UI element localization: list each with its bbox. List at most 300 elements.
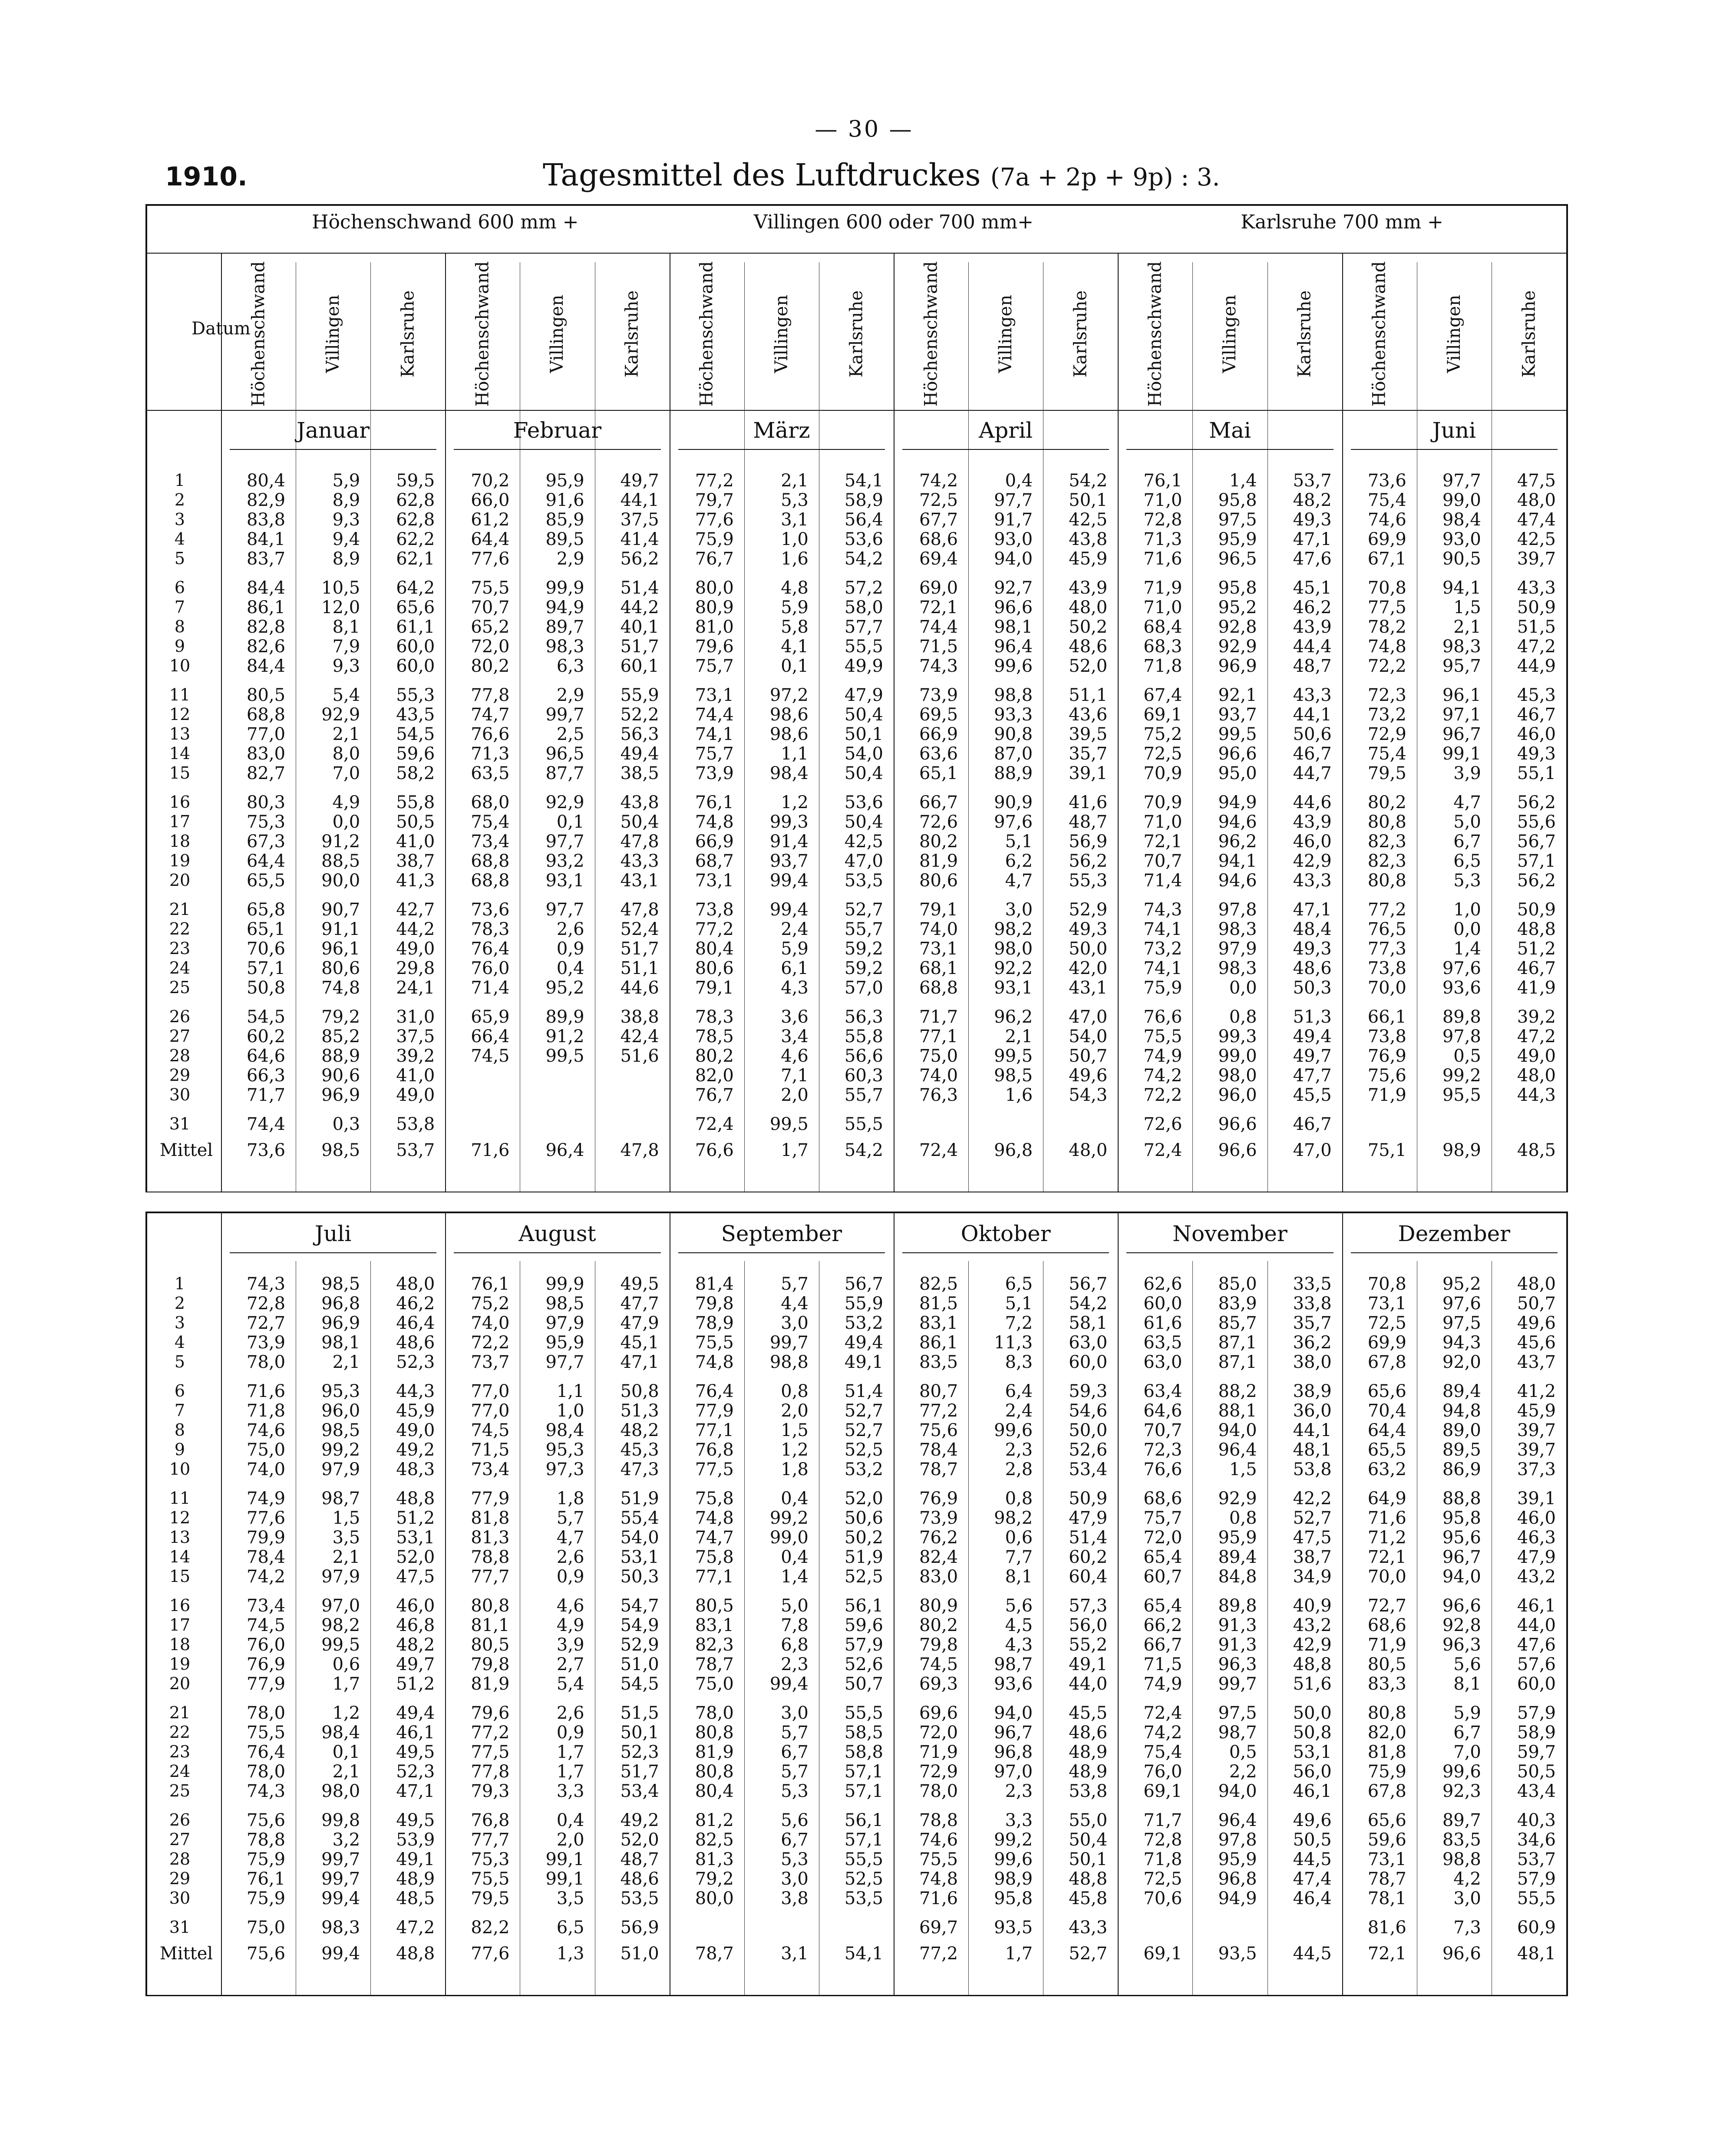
- table-cell: 1,0: [781, 529, 809, 549]
- table-cell: 1,7: [332, 1674, 360, 1694]
- table-cell: 2,2: [1229, 1762, 1257, 1782]
- table-cell: 76,0: [247, 1635, 286, 1655]
- day-number: 29: [169, 1066, 191, 1085]
- table-cell: 48,9: [1069, 1762, 1108, 1782]
- table-cell: 63,6: [919, 744, 958, 764]
- table-cell: 4,1: [781, 637, 809, 657]
- table-cell: 2,1: [332, 1762, 360, 1782]
- table-cell: 83,0: [247, 744, 286, 764]
- table-cell: 8,1: [1453, 1674, 1481, 1694]
- table-cell: 92,8: [1442, 1615, 1481, 1635]
- table-cell: 76,3: [919, 1085, 958, 1105]
- table-cell: 75,5: [1143, 1027, 1182, 1047]
- table-cell: 80,8: [695, 1762, 734, 1782]
- table-cell: 69,5: [919, 705, 958, 725]
- table-cell: 41,2: [1517, 1381, 1556, 1401]
- table-cell: 98,1: [994, 617, 1033, 637]
- table-cell: 80,6: [919, 871, 958, 891]
- table-cell: 71,3: [1143, 529, 1182, 549]
- table-cell: 68,8: [471, 851, 510, 871]
- table-cell: 47,4: [1517, 510, 1556, 530]
- table-cell: 52,9: [1069, 900, 1108, 920]
- table-cell: 72,3: [1367, 685, 1406, 705]
- table-cell: 2,4: [1005, 1401, 1033, 1421]
- table-cell: 42,0: [1069, 958, 1108, 978]
- table-cell: 95,2: [545, 978, 584, 998]
- table-cell: 74,2: [1143, 1066, 1182, 1086]
- table-cell: 59,6: [844, 1615, 883, 1635]
- day-number: 8: [174, 617, 185, 636]
- table-cell: 77,1: [919, 1027, 958, 1047]
- table-cell: 81,8: [1367, 1742, 1406, 1762]
- table-cell: 0,5: [1453, 1046, 1481, 1066]
- table-cell: 75,4: [1367, 744, 1406, 764]
- day-number: 6: [174, 1381, 185, 1400]
- table-cell: 5,7: [781, 1723, 809, 1743]
- table-cell: 97,2: [769, 685, 809, 705]
- station-column-header: [445, 258, 520, 410]
- table-cell: 2,3: [781, 1654, 809, 1674]
- table-cell: 4,7: [556, 1528, 584, 1548]
- table-cell: 98,8: [1442, 1849, 1481, 1869]
- table-cell: 58,0: [844, 598, 883, 617]
- table-cell: 50,1: [1069, 490, 1108, 510]
- month-name: Mai: [1208, 418, 1251, 443]
- month-name: Juni: [1432, 418, 1476, 443]
- table-cell: 73,8: [695, 900, 734, 920]
- column-rule: [1192, 262, 1193, 1192]
- table-cell: 93,5: [994, 1918, 1033, 1938]
- table-cell: 94,0: [1218, 1781, 1257, 1801]
- day-number: 30: [169, 1085, 191, 1104]
- table-cell: 78,8: [471, 1547, 510, 1567]
- table-cell: 67,1: [1367, 549, 1406, 569]
- table-cell: 54,5: [247, 1007, 286, 1027]
- table-cell: 43,8: [1069, 529, 1108, 549]
- table-cell: 79,2: [695, 1869, 734, 1889]
- table-cell: 82,3: [1367, 832, 1406, 852]
- table-cell: 71,7: [1143, 1810, 1182, 1830]
- table-cell: 91,3: [1218, 1615, 1257, 1635]
- table-cell: 2,1: [781, 471, 809, 491]
- table-cell: 56,9: [1069, 832, 1108, 852]
- table-cell: 49,0: [1517, 1046, 1556, 1066]
- table-cell: 48,2: [396, 1635, 435, 1655]
- table-cell: 63,5: [471, 763, 510, 783]
- table-cell: 77,6: [247, 1508, 286, 1528]
- table-cell: 91,1: [321, 919, 360, 939]
- table-cell: 44,2: [396, 919, 435, 939]
- mittel-value: 96,6: [1442, 1944, 1481, 1964]
- table-cell: 73,1: [695, 685, 734, 705]
- table-cell: 47,7: [1293, 1066, 1332, 1086]
- table-cell: 99,9: [545, 578, 584, 598]
- table-cell: 50,4: [844, 812, 883, 832]
- table-cell: 69,1: [1143, 705, 1182, 725]
- table-cell: 68,7: [695, 851, 734, 871]
- table-cell: 56,6: [844, 1046, 883, 1066]
- table-cell: 1,7: [556, 1762, 584, 1782]
- table-cell: 75,5: [471, 578, 510, 598]
- table-cell: 97,6: [994, 812, 1033, 832]
- table-cell: 96,8: [994, 1742, 1033, 1762]
- table-cell: 43,9: [1069, 578, 1108, 598]
- table-cell: 70,0: [1367, 978, 1406, 998]
- table-cell: 40,3: [1517, 1810, 1556, 1830]
- table-cell: 71,8: [1143, 1849, 1182, 1869]
- table-cell: 50,8: [620, 1381, 659, 1401]
- table-cell: 56,2: [620, 549, 659, 569]
- table-cell: 75,7: [1143, 1508, 1182, 1528]
- day-number: 5: [174, 549, 185, 568]
- table-cell: 75,0: [919, 1046, 958, 1066]
- day-number: 13: [169, 724, 191, 743]
- table-cell: 72,8: [247, 1294, 286, 1314]
- table-cell: 43,2: [1517, 1567, 1556, 1587]
- table-cell: 34,6: [1517, 1830, 1556, 1850]
- mittel-value: 47,0: [1293, 1140, 1332, 1160]
- table-cell: 1,6: [781, 549, 809, 569]
- table-cell: 3,9: [1453, 763, 1481, 783]
- table-cell: 53,5: [844, 1889, 883, 1908]
- table-cell: 98,8: [769, 1352, 809, 1372]
- table-cell: 70,9: [1143, 792, 1182, 812]
- table-cell: 88,5: [321, 851, 360, 871]
- table-cell: 95,2: [1218, 598, 1257, 617]
- table-cell: 52,0: [396, 1547, 435, 1567]
- station-column-header: [296, 258, 370, 410]
- table-cell: 43,8: [620, 792, 659, 812]
- table-cell: 98,6: [769, 724, 809, 744]
- table-cell: 6,7: [1453, 832, 1481, 852]
- mittel-value: 69,1: [1143, 1944, 1182, 1964]
- table-cell: 51,9: [620, 1489, 659, 1509]
- table-cell: 97,7: [545, 832, 584, 852]
- day-number: 2: [174, 1294, 185, 1313]
- table-cell: 52,7: [844, 1401, 883, 1421]
- table-cell: 98,0: [321, 1781, 360, 1801]
- table-cell: 76,6: [1143, 1459, 1182, 1479]
- table-cell: 48,8: [1293, 1654, 1332, 1674]
- table-cell: 93,1: [994, 978, 1033, 998]
- table-cell: 66,9: [695, 832, 734, 852]
- table-cell: 45,8: [1069, 1889, 1108, 1908]
- table-cell: 42,2: [1293, 1489, 1332, 1509]
- table-cell: 98,7: [321, 1489, 360, 1509]
- table-cell: 48,8: [396, 1489, 435, 1509]
- table-cell: 4,3: [781, 978, 809, 998]
- day-number: 15: [169, 763, 191, 782]
- table-cell: 3,2: [332, 1830, 360, 1850]
- table-cell: 0,1: [781, 656, 809, 676]
- table-cell: 94,6: [1218, 871, 1257, 891]
- table-cell: 2,0: [781, 1401, 809, 1421]
- table-cell: 89,7: [545, 617, 584, 637]
- table-cell: 1,5: [1453, 598, 1481, 617]
- table-cell: 98,8: [994, 685, 1033, 705]
- table-cell: 76,0: [471, 958, 510, 978]
- table-cell: 74,4: [919, 617, 958, 637]
- month-name: Januar: [297, 418, 370, 443]
- table-cell: 81,2: [695, 1810, 734, 1830]
- table-cell: 1,5: [781, 1420, 809, 1440]
- table-cell: 46,4: [1293, 1889, 1332, 1908]
- table-cell: 76,6: [1143, 1007, 1182, 1027]
- header-rule: [147, 410, 1566, 411]
- table-cell: 60,0: [1517, 1674, 1556, 1694]
- group-header: Villingen 600 oder 700 mm+: [753, 211, 1034, 233]
- table-cell: 7,2: [1005, 1313, 1033, 1333]
- month-rule: [1126, 1252, 1333, 1253]
- station-column-header: [1192, 258, 1267, 410]
- table-cell: 48,6: [620, 1869, 659, 1889]
- station-name: Karlsruhe: [398, 290, 418, 378]
- table-cell: 57,1: [844, 1762, 883, 1782]
- table-cell: 54,0: [844, 744, 883, 764]
- table-cell: 51,4: [620, 578, 659, 598]
- table-cell: 56,0: [1293, 1762, 1332, 1782]
- table-cell: 2,8: [1005, 1459, 1033, 1479]
- table-cell: 99,4: [769, 871, 809, 891]
- table-cell: 55,5: [1517, 1889, 1556, 1908]
- table-cell: 48,7: [1069, 812, 1108, 832]
- table-cell: 0,0: [1229, 978, 1257, 998]
- table-cell: 51,1: [1069, 685, 1108, 705]
- mittel-value: 98,5: [321, 1140, 360, 1160]
- title-text: Tagesmittel des Luftdruckes: [543, 157, 981, 193]
- table-cell: 99,7: [321, 1849, 360, 1869]
- table-cell: 12,0: [321, 598, 360, 617]
- table-cell: 55,1: [1517, 763, 1556, 783]
- table-cell: 1,4: [1229, 471, 1257, 491]
- table-cell: 38,7: [1293, 1547, 1332, 1567]
- table-cell: 68,1: [919, 958, 958, 978]
- table-cell: 71,5: [919, 637, 958, 657]
- table-cell: 74,1: [1143, 958, 1182, 978]
- table-cell: 80,5: [471, 1635, 510, 1655]
- table-cell: 49,0: [396, 1420, 435, 1440]
- table-cell: 57,1: [844, 1830, 883, 1850]
- table-cell: 78,4: [919, 1440, 958, 1460]
- day-number: 1: [174, 471, 185, 490]
- table-cell: 96,0: [1218, 1085, 1257, 1105]
- table-cell: 49,6: [1069, 1066, 1108, 1086]
- table-cell: 93,6: [994, 1674, 1033, 1694]
- month-name: Oktober: [961, 1221, 1051, 1246]
- table-cell: 1,1: [556, 1381, 584, 1401]
- table-cell: 79,8: [695, 1294, 734, 1314]
- table-cell: 99,9: [545, 1274, 584, 1294]
- table-cell: 93,6: [1442, 978, 1481, 998]
- table-cell: 45,6: [1517, 1333, 1556, 1353]
- table-cell: 65,5: [247, 871, 286, 891]
- table-cell: 47,2: [1517, 1027, 1556, 1047]
- table-cell: 88,9: [321, 1046, 360, 1066]
- table-cell: 56,7: [1069, 1274, 1108, 1294]
- table-cell: 39,1: [1517, 1489, 1556, 1509]
- table-cell: 88,1: [1218, 1401, 1257, 1421]
- table-cell: 79,7: [695, 490, 734, 510]
- table-cell: 80,5: [247, 685, 286, 705]
- table-cell: 50,7: [1517, 1294, 1556, 1314]
- table-cell: 66,4: [471, 1027, 510, 1047]
- table-cell: 72,0: [919, 1723, 958, 1743]
- table-cell: 88,9: [994, 763, 1033, 783]
- table-cell: 60,3: [844, 1066, 883, 1086]
- table-cell: 6,7: [1453, 1723, 1481, 1743]
- table-cell: 68,8: [471, 871, 510, 891]
- table-cell: 5,7: [781, 1762, 809, 1782]
- table-cell: 5,1: [1005, 1294, 1033, 1314]
- table-cell: 7,0: [332, 763, 360, 783]
- table-cell: 3,4: [781, 1027, 809, 1047]
- day-number: 3: [174, 1313, 185, 1332]
- table-cell: 80,8: [1367, 1703, 1406, 1723]
- table-cell: 56,7: [844, 1274, 883, 1294]
- table-cell: 71,9: [919, 1742, 958, 1762]
- day-number: 5: [174, 1352, 185, 1371]
- table-cell: 98,0: [1218, 1066, 1257, 1086]
- table-cell: 74,8: [695, 1508, 734, 1528]
- table-cell: 76,1: [1143, 471, 1182, 491]
- table-cell: 96,2: [994, 1007, 1033, 1027]
- table-cell: 46,1: [1293, 1781, 1332, 1801]
- table-cell: 46,2: [396, 1294, 435, 1314]
- table-cell: 96,9: [321, 1085, 360, 1105]
- table-cell: 47,5: [1517, 471, 1556, 491]
- table-cell: 74,9: [247, 1489, 286, 1509]
- table-cell: 96,3: [1218, 1654, 1257, 1674]
- table-cell: 47,7: [620, 1294, 659, 1314]
- table-cell: 7,3: [1453, 1918, 1481, 1938]
- table-cell: 83,1: [919, 1313, 958, 1333]
- table-cell: 70,8: [1367, 1274, 1406, 1294]
- table-cell: 74,0: [919, 1066, 958, 1086]
- table-cell: 74,8: [321, 978, 360, 998]
- day-number: 18: [169, 832, 191, 851]
- table-cell: 8,1: [1005, 1567, 1033, 1587]
- table-cell: 46,0: [1293, 832, 1332, 852]
- table-cell: 85,0: [1218, 1274, 1257, 1294]
- table-cell: 80,5: [695, 1596, 734, 1616]
- table-cell: 4,7: [1453, 792, 1481, 812]
- table-cell: 65,6: [396, 598, 435, 617]
- table-cell: 56,2: [1517, 871, 1556, 891]
- table-cell: 47,8: [620, 832, 659, 852]
- table-cell: 75,0: [247, 1440, 286, 1460]
- table-cell: 44,0: [1069, 1674, 1108, 1694]
- table-cell: 0,9: [556, 1567, 584, 1587]
- table-cell: 68,8: [247, 705, 286, 725]
- table-cell: 51,6: [620, 1046, 659, 1066]
- table-cell: 99,3: [1218, 1027, 1257, 1047]
- group-header: Höchenschwand 600 mm +: [312, 211, 579, 233]
- table-cell: 73,9: [247, 1333, 286, 1353]
- table-cell: 76,5: [1367, 919, 1406, 939]
- table-cell: 49,5: [396, 1742, 435, 1762]
- table-cell: 98,3: [1218, 919, 1257, 939]
- mittel-value: 71,6: [471, 1140, 510, 1160]
- table-cell: 73,2: [1367, 705, 1406, 725]
- table-cell: 95,5: [1442, 1085, 1481, 1105]
- station-name: Höchenschwand: [1145, 261, 1165, 407]
- table-cell: 80,8: [695, 1723, 734, 1743]
- table-cell: 83,8: [247, 510, 286, 530]
- table-cell: 5,3: [781, 1849, 809, 1869]
- table-cell: 84,8: [1218, 1567, 1257, 1587]
- table-cell: 82,7: [247, 763, 286, 783]
- mittel-value: 72,1: [1367, 1944, 1406, 1964]
- table-cell: 31,0: [396, 1007, 435, 1027]
- table-cell: 49,5: [396, 1810, 435, 1830]
- table-cell: 73,7: [471, 1352, 510, 1372]
- table-cell: 81,4: [695, 1274, 734, 1294]
- table-cell: 8,0: [332, 744, 360, 764]
- table-cell: 97,9: [321, 1459, 360, 1479]
- page-number: — 30 —: [815, 116, 914, 142]
- table-cell: 89,0: [1442, 1420, 1481, 1440]
- table-cell: 82,9: [247, 490, 286, 510]
- table-cell: 3,0: [1453, 1889, 1481, 1908]
- table-cell: 71,4: [1143, 871, 1182, 891]
- table-cell: 96,9: [321, 1313, 360, 1333]
- table-cell: 73,6: [1367, 471, 1406, 491]
- table-cell: 48,6: [1069, 1723, 1108, 1743]
- table-cell: 92,9: [321, 705, 360, 725]
- table-cell: 94,1: [1442, 578, 1481, 598]
- table-cell: 78,0: [247, 1352, 286, 1372]
- table-cell: 56,7: [1517, 832, 1556, 852]
- table-cell: 99,5: [1218, 724, 1257, 744]
- day-number: 12: [169, 1508, 191, 1527]
- table-cell: 98,5: [994, 1066, 1033, 1086]
- table-cell: 50,0: [1069, 939, 1108, 959]
- table-cell: 65,9: [471, 1007, 510, 1027]
- table-cell: 53,6: [844, 792, 883, 812]
- table-cell: 93,7: [769, 851, 809, 871]
- table-cell: 5,8: [781, 617, 809, 637]
- table-cell: 92,8: [1218, 617, 1257, 637]
- table-cell: 3,0: [1005, 900, 1033, 920]
- table-cell: 53,2: [844, 1313, 883, 1333]
- table-cell: 46,0: [1517, 724, 1556, 744]
- table-cell: 74,0: [247, 1459, 286, 1479]
- table-cell: 42,9: [1293, 1635, 1332, 1655]
- table-cell: 66,7: [1143, 1635, 1182, 1655]
- table-cell: 78,4: [247, 1547, 286, 1567]
- title-formula: (7a + 2p + 9p) : 3.: [990, 163, 1220, 191]
- table-cell: 48,1: [1293, 1440, 1332, 1460]
- table-cell: 81,9: [919, 851, 958, 871]
- table-cell: 47,2: [396, 1918, 435, 1938]
- table-cell: 1,0: [1453, 900, 1481, 920]
- station-column-header: [894, 258, 968, 410]
- day-number: 19: [169, 851, 191, 870]
- table-cell: 91,7: [994, 510, 1033, 530]
- table-cell: 49,3: [1517, 744, 1556, 764]
- mittel-value: 96,4: [545, 1140, 584, 1160]
- column-rule: [744, 1261, 745, 1995]
- table-cell: 50,6: [1293, 724, 1332, 744]
- table-cell: 47,1: [396, 1781, 435, 1801]
- table-cell: 74,9: [1143, 1046, 1182, 1066]
- table-cell: 80,9: [695, 598, 734, 617]
- table-cell: 54,7: [620, 1596, 659, 1616]
- table-cell: 95,9: [545, 1333, 584, 1353]
- table-cell: 5,7: [781, 1274, 809, 1294]
- table-cell: 48,9: [396, 1869, 435, 1889]
- month-name: April: [979, 418, 1033, 443]
